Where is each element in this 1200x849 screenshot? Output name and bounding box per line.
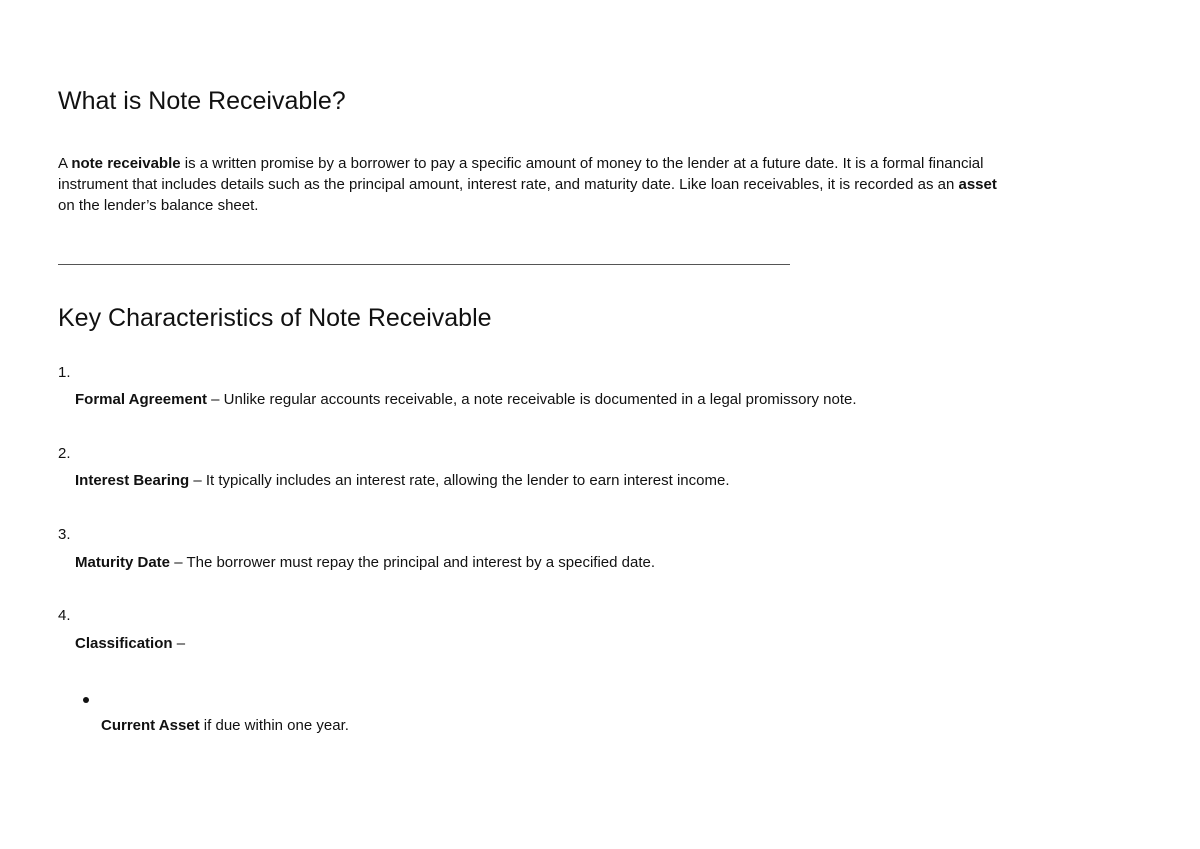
description: –: [172, 635, 186, 652]
text: is a written promise by a borrower to pay a specific amount of money to the lender at a future date. It is a formal financial: [180, 155, 984, 172]
bold-term: note receivable: [71, 155, 181, 172]
list-item-interest-bearing: [75, 472, 730, 489]
intro-paragraph-line-1: [58, 153, 983, 174]
horizontal-divider: [58, 264, 790, 265]
term: Interest Bearing: [75, 472, 190, 489]
description: if due within one year.: [199, 717, 349, 734]
bold-term: asset: [958, 176, 997, 193]
description: – The borrower must repay the principal and interest by a specified date.: [170, 554, 656, 571]
section-title-key-characteristics: Key Characteristics of Note Receivable: [58, 304, 492, 332]
intro-paragraph-line-3: on the lender’s balance sheet.: [58, 197, 259, 214]
term: Current Asset: [101, 717, 200, 734]
term: Formal Agreement: [75, 391, 207, 408]
intro-paragraph-line-2: [58, 174, 997, 195]
list-number: 3.: [58, 526, 71, 543]
text: A: [58, 155, 72, 172]
text: instrument that includes details such as the principal amount, interest rate, and maturity date. Like loan receivables, it is recorded as an: [58, 176, 959, 193]
description: – It typically includes an interest rate, allowing the lender to earn interest income.: [189, 472, 730, 489]
list-number: 2.: [58, 445, 71, 462]
list-number: 1.: [58, 364, 71, 381]
term: Classification: [75, 635, 173, 652]
list-item-classification: [75, 635, 185, 652]
bullet-icon: [83, 697, 89, 703]
list-number: 4.: [58, 607, 71, 624]
list-item-formal-agreement: [75, 391, 857, 408]
list-item-maturity-date: [75, 554, 655, 571]
term: Maturity Date: [75, 554, 171, 571]
section-title-what-is-note-receivable: What is Note Receivable?: [58, 87, 346, 115]
sublist-item-current-asset: [101, 717, 349, 734]
description: – Unlike regular accounts receivable, a note receivable is documented in a legal promissory note.: [206, 391, 857, 408]
